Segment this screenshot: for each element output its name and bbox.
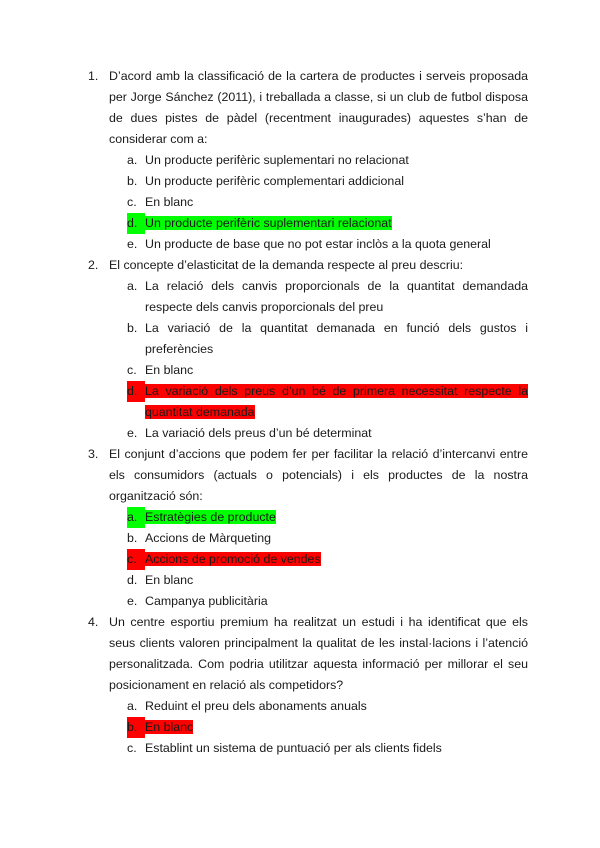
- option-letter: a.: [127, 699, 138, 713]
- question-number: 2.: [88, 258, 99, 272]
- question-number: 1.: [88, 69, 99, 83]
- answer-option-a: [127, 507, 528, 528]
- option-text: Accions de Màrqueting: [145, 531, 272, 545]
- answer-options: [88, 696, 528, 759]
- answer-option-d: [127, 381, 528, 423]
- question-3: [88, 444, 528, 612]
- option-text: La relació dels canvis proporcionals de la quantitat demandada respecte dels canvis proporcionals del preu: [145, 279, 528, 314]
- question-text: El concepte d’elasticitat de la demanda respecte al preu descriu:: [109, 258, 464, 272]
- option-letter: a.: [127, 279, 138, 293]
- option-letter: d.: [127, 381, 145, 402]
- option-text: Accions de promoció de vendes: [145, 552, 321, 566]
- answer-option-c: [127, 549, 528, 570]
- question-2: [88, 255, 528, 444]
- answer-option-a: [127, 276, 528, 318]
- option-text: Un producte perifèric complementari addicional: [145, 174, 404, 188]
- option-text: En blanc: [145, 573, 194, 587]
- answer-option-e: [127, 591, 528, 612]
- option-letter: a.: [127, 153, 138, 167]
- option-text: Un producte perifèric suplementari no relacionat: [145, 153, 409, 167]
- option-letter: b.: [127, 321, 138, 335]
- question-text: Un centre esportiu premium ha realitzat un estudi i ha identificat que els seus clients valoren principalment la qualitat de les instal·lacions i l’atenció personalitzada. Com podria utilitzar aquesta informació per millorar el seu posicionament en relació als competidors?: [109, 615, 528, 692]
- question-list: [88, 66, 528, 759]
- option-letter: e.: [127, 594, 138, 608]
- option-letter: e.: [127, 237, 138, 251]
- question-number: 4.: [88, 615, 99, 629]
- answer-option-b: [127, 171, 528, 192]
- answer-option-c: [127, 360, 528, 381]
- option-text: En blanc: [145, 720, 194, 734]
- answer-option-c: [127, 738, 528, 759]
- option-text: La variació dels preus d’un bé determinat: [145, 426, 372, 440]
- option-letter: b.: [127, 531, 138, 545]
- option-letter: c.: [127, 195, 137, 209]
- option-text: En blanc: [145, 195, 194, 209]
- option-text: Campanya publicitària: [145, 594, 268, 608]
- answer-option-d: [127, 570, 528, 591]
- question-1: [88, 66, 528, 255]
- question-text: El conjunt d’accions que podem fer per facilitar la relació d’intercanvi entre els consumidors (actuals o potencials) i els productes de la nostra organització són:: [109, 447, 528, 503]
- option-letter: c.: [127, 363, 137, 377]
- answer-option-b: [127, 717, 528, 738]
- answer-option-c: [127, 192, 528, 213]
- option-letter: c.: [127, 549, 145, 570]
- option-letter: e.: [127, 426, 138, 440]
- option-letter: d.: [127, 573, 138, 587]
- answer-option-a: [127, 696, 528, 717]
- answer-option-e: [127, 423, 528, 444]
- option-text: Un producte perifèric suplementari relacionat: [145, 216, 392, 230]
- answer-options: [88, 150, 528, 255]
- answer-option-b: [127, 528, 528, 549]
- option-text: Establint un sistema de puntuació per als clients fidels: [145, 741, 442, 755]
- option-letter: d.: [127, 213, 145, 234]
- question-text: D’acord amb la classificació de la cartera de productes i serveis proposada per Jorge Sánchez (2011), i treballada a classe, si un club de futbol disposa de dues pistes de pàdel (recentment inaugurades) aquestes s’han de considerar com a:: [109, 69, 528, 146]
- option-text: En blanc: [145, 363, 194, 377]
- answer-option-a: [127, 150, 528, 171]
- option-text: La variació de la quantitat demanada en funció dels gustos i preferències: [145, 321, 528, 356]
- option-letter: a.: [127, 507, 145, 528]
- option-letter: b.: [127, 717, 145, 738]
- answer-option-e: [127, 234, 528, 255]
- option-text: Reduint el preu dels abonaments anuals: [145, 699, 367, 713]
- option-text: La variació dels preus d’un bé de primera necessitat respecte la quantitat demanada: [145, 384, 528, 419]
- answer-option-d: [127, 213, 528, 234]
- option-letter: b.: [127, 174, 138, 188]
- option-text: Estratègies de producte: [145, 510, 276, 524]
- question-4: [88, 612, 528, 759]
- option-text: Un producte de base que no pot estar inclòs a la quota general: [145, 237, 491, 251]
- option-letter: c.: [127, 741, 137, 755]
- answer-options: [88, 507, 528, 612]
- question-number: 3.: [88, 447, 99, 461]
- answer-option-b: [127, 318, 528, 360]
- answer-options: [88, 276, 528, 444]
